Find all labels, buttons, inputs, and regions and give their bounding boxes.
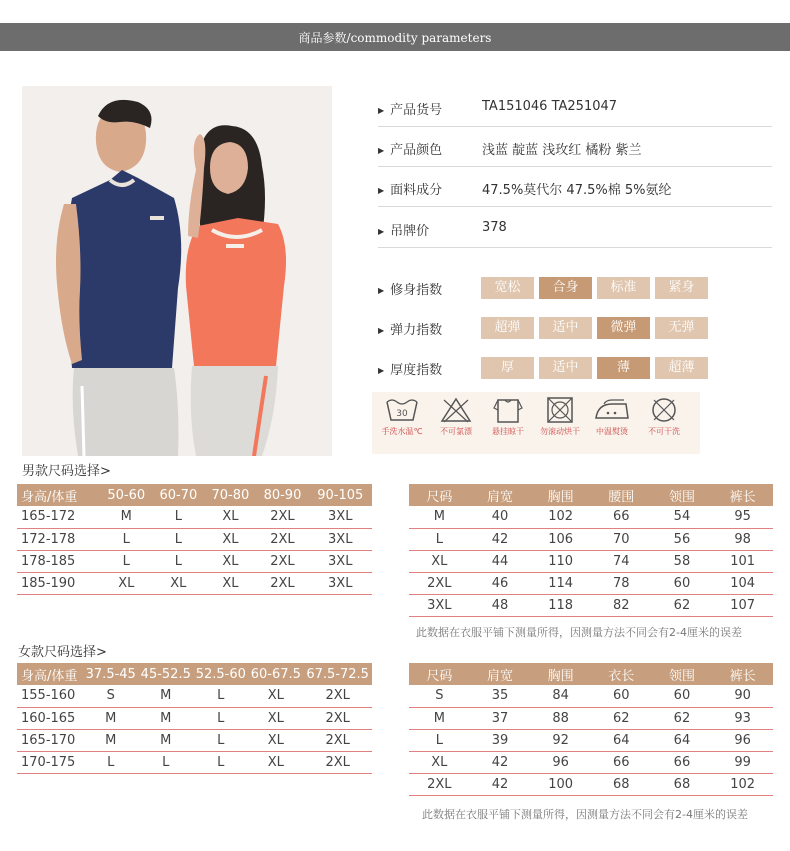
table-cell: M: [138, 729, 193, 751]
care-text: 勿滚动烘干: [540, 427, 580, 436]
table-row: [409, 773, 773, 795]
param-value: 浅蓝 靛蓝 浅玫红 橘粉 紫兰: [482, 143, 642, 158]
care-text: 悬挂晾干: [492, 427, 524, 436]
table-cell: 42: [470, 528, 531, 550]
table-cell: 2XL: [303, 751, 372, 773]
table-row: [17, 506, 372, 528]
table-cell: L: [409, 729, 470, 751]
table-cell: XL: [204, 528, 256, 550]
triangle-bullet-icon: ▶: [378, 106, 385, 115]
table-cell: L: [193, 707, 248, 729]
index-label: 厚度指数: [390, 363, 443, 378]
table-cell: 58: [652, 550, 713, 572]
table-header: 裤长: [712, 663, 773, 685]
table-cell: 42: [470, 773, 531, 795]
iron-medium-icon: [592, 396, 632, 424]
table-cell: L: [193, 751, 248, 773]
men-section-title: 男款尺码选择>: [22, 464, 111, 479]
table-cell: 3XL: [308, 506, 372, 528]
table-header: 领围: [652, 484, 713, 506]
chip-thick: 厚: [481, 357, 534, 379]
measurement-note: 此数据在衣服平铺下测量所得，因测量方法不同会有2-4厘米的误差: [422, 808, 748, 821]
table-header: 尺码: [409, 484, 470, 506]
table-cell: 2XL: [256, 528, 308, 550]
table-header: 45-52.5: [138, 663, 193, 685]
table-cell: M: [138, 685, 193, 707]
triangle-bullet-icon: ▶: [378, 326, 385, 335]
table-cell: M: [138, 707, 193, 729]
table-header: 身高/体重: [17, 484, 100, 506]
table-cell: 2XL: [303, 685, 372, 707]
table-cell: XL: [100, 572, 152, 594]
measurement-note: 此数据在衣服平铺下测量所得，因测量方法不同会有2-4厘米的误差: [416, 626, 742, 639]
param-value: 378: [482, 220, 507, 235]
table-header: 身高/体重: [17, 663, 83, 685]
hand-wash-30-icon: [384, 396, 420, 424]
table-cell: 170-175: [17, 751, 83, 773]
table-row: [17, 528, 372, 550]
table-header: 37.5-45: [83, 663, 138, 685]
table-cell: 101: [712, 550, 773, 572]
table-cell: 68: [591, 773, 652, 795]
table-cell: 118: [530, 594, 591, 616]
param-value: 47.5%莫代尔 47.5%棉 5%氨纶: [482, 183, 672, 198]
table-row: [17, 707, 372, 729]
table-cell: M: [83, 729, 138, 751]
table-cell: M: [409, 707, 470, 729]
table-row: [17, 685, 372, 707]
table-cell: 64: [652, 729, 713, 751]
table-cell: 2XL: [303, 707, 372, 729]
chip-elastic-slight: 微弹: [597, 317, 650, 339]
table-row: [409, 707, 773, 729]
table-cell: L: [138, 751, 193, 773]
care-text: 中温熨烫: [596, 427, 628, 436]
care-item: [638, 396, 690, 437]
param-row-item-no: [378, 86, 772, 127]
table-cell: 2XL: [409, 773, 470, 795]
table-cell: 88: [530, 707, 591, 729]
table-cell: 165-172: [17, 506, 100, 528]
table-cell: XL: [248, 685, 303, 707]
table-cell: S: [83, 685, 138, 707]
table-header-row: [17, 484, 372, 506]
param-row-color: [378, 126, 772, 167]
table-header: 60-67.5: [248, 663, 303, 685]
no-tumble-dry-icon: [542, 396, 578, 424]
table-header: 胸围: [530, 663, 591, 685]
care-text: 不可氯漂: [440, 427, 472, 436]
table-cell: 99: [712, 751, 773, 773]
table-cell: 74: [591, 550, 652, 572]
table-cell: 39: [470, 729, 531, 751]
care-item: [534, 396, 586, 437]
table-cell: 96: [712, 729, 773, 751]
table-header: 尺码: [409, 663, 470, 685]
table-row: [409, 751, 773, 773]
care-text: 手洗水温℃: [381, 427, 423, 436]
table-cell: 64: [591, 729, 652, 751]
table-cell: 60: [652, 572, 713, 594]
table-cell: 2XL: [256, 506, 308, 528]
table-cell: L: [100, 550, 152, 572]
table-row: [17, 572, 372, 594]
index-label: 弹力指数: [390, 323, 443, 338]
table-header-row: [409, 484, 773, 506]
param-label: 面料成分: [390, 183, 443, 198]
table-cell: 92: [530, 729, 591, 751]
table-cell: L: [152, 506, 204, 528]
table-header: 52.5-60: [193, 663, 248, 685]
chip-elastic-none: 无弹: [655, 317, 708, 339]
table-cell: M: [100, 506, 152, 528]
table-cell: L: [152, 550, 204, 572]
table-cell: 160-165: [17, 707, 83, 729]
men-size-table: [17, 484, 372, 595]
table-cell: 3XL: [308, 572, 372, 594]
table-cell: 62: [652, 594, 713, 616]
women-measure-table: [409, 663, 773, 796]
table-cell: 102: [530, 506, 591, 528]
table-cell: 78: [591, 572, 652, 594]
table-header: 67.5-72.5: [303, 663, 372, 685]
chip-fit-standard: 标准: [597, 277, 650, 299]
women-section-title: 女款尺码选择>: [18, 645, 107, 660]
table-cell: 70: [591, 528, 652, 550]
no-dry-clean-icon: [646, 396, 682, 424]
table-cell: L: [193, 729, 248, 751]
table-cell: XL: [204, 506, 256, 528]
param-row-price: [378, 207, 772, 248]
care-item: [430, 396, 482, 437]
table-header: 90-105: [308, 484, 372, 506]
chip-thin: 薄: [597, 357, 650, 379]
table-row: [409, 594, 773, 616]
chip-elastic-super: 超弹: [481, 317, 534, 339]
table-cell: L: [409, 528, 470, 550]
table-cell: L: [152, 528, 204, 550]
table-cell: 42: [470, 751, 531, 773]
table-cell: 102: [712, 773, 773, 795]
table-cell: 95: [712, 506, 773, 528]
table-cell: 98: [712, 528, 773, 550]
table-cell: 96: [530, 751, 591, 773]
table-header: 腰围: [591, 484, 652, 506]
table-cell: 44: [470, 550, 531, 572]
table-cell: XL: [409, 751, 470, 773]
table-row: [17, 729, 372, 751]
table-header-row: [409, 663, 773, 685]
table-row: [409, 550, 773, 572]
table-cell: 3XL: [308, 550, 372, 572]
chip-fit-slim: 紧身: [655, 277, 708, 299]
table-header: 裤长: [712, 484, 773, 506]
care-text: 不可干洗: [648, 427, 680, 436]
table-cell: 172-178: [17, 528, 100, 550]
table-cell: 165-170: [17, 729, 83, 751]
table-cell: M: [409, 506, 470, 528]
table-cell: XL: [204, 550, 256, 572]
product-photo: [22, 86, 332, 456]
chip-elastic-medium: 适中: [539, 317, 592, 339]
care-instructions: [372, 392, 700, 454]
table-cell: 37: [470, 707, 531, 729]
table-header: 领围: [652, 663, 713, 685]
care-item: [586, 396, 638, 437]
table-header: 衣长: [591, 663, 652, 685]
table-header: 80-90: [256, 484, 308, 506]
table-cell: 185-190: [17, 572, 100, 594]
table-cell: 82: [591, 594, 652, 616]
table-cell: XL: [248, 729, 303, 751]
men-measure-table: [409, 484, 773, 617]
table-cell: XL: [409, 550, 470, 572]
table-row: [409, 506, 773, 528]
table-cell: L: [83, 751, 138, 773]
table-cell: 66: [652, 751, 713, 773]
table-cell: 66: [591, 506, 652, 528]
table-cell: 60: [652, 685, 713, 707]
table-cell: 100: [530, 773, 591, 795]
triangle-bullet-icon: ▶: [378, 186, 385, 195]
table-cell: 2XL: [409, 572, 470, 594]
param-label: 产品货号: [390, 103, 443, 118]
table-cell: 90: [712, 685, 773, 707]
table-cell: 54: [652, 506, 713, 528]
table-cell: 3XL: [409, 594, 470, 616]
table-cell: 60: [591, 685, 652, 707]
table-header-row: [17, 663, 372, 685]
index-label: 修身指数: [390, 283, 443, 298]
table-cell: M: [83, 707, 138, 729]
table-cell: L: [100, 528, 152, 550]
table-cell: 93: [712, 707, 773, 729]
table-header: 60-70: [152, 484, 204, 506]
table-cell: 2XL: [303, 729, 372, 751]
param-label: 吊牌价: [390, 224, 430, 239]
table-row: [409, 685, 773, 707]
hang-dry-icon: [490, 396, 526, 424]
table-cell: S: [409, 685, 470, 707]
table-row: [17, 751, 372, 773]
women-size-table: [17, 663, 372, 774]
table-cell: 48: [470, 594, 531, 616]
table-row: [409, 528, 773, 550]
table-cell: XL: [248, 707, 303, 729]
param-row-fabric: [378, 166, 772, 207]
table-cell: XL: [152, 572, 204, 594]
triangle-bullet-icon: ▶: [378, 286, 385, 295]
param-label: 产品颜色: [390, 143, 443, 158]
table-cell: 155-160: [17, 685, 83, 707]
table-cell: 110: [530, 550, 591, 572]
table-row: [409, 572, 773, 594]
triangle-bullet-icon: ▶: [378, 366, 385, 375]
table-cell: 62: [591, 707, 652, 729]
chip-ultra-thin: 超薄: [655, 357, 708, 379]
table-cell: 56: [652, 528, 713, 550]
table-header: 70-80: [204, 484, 256, 506]
table-cell: 66: [591, 751, 652, 773]
param-value: TA151046 TA251047: [482, 99, 618, 114]
table-cell: XL: [248, 751, 303, 773]
table-header: 肩宽: [470, 484, 531, 506]
table-cell: 2XL: [256, 550, 308, 572]
table-cell: 46: [470, 572, 531, 594]
care-item: [376, 396, 428, 437]
header-title: 商品参数/commodity parameters: [298, 31, 492, 45]
table-cell: 84: [530, 685, 591, 707]
table-row: [409, 729, 773, 751]
table-cell: 106: [530, 528, 591, 550]
table-cell: 62: [652, 707, 713, 729]
table-cell: XL: [204, 572, 256, 594]
no-bleach-icon: [438, 396, 474, 424]
table-row: [17, 550, 372, 572]
header-bar: [0, 23, 790, 51]
table-cell: 35: [470, 685, 531, 707]
table-cell: 2XL: [256, 572, 308, 594]
chip-thick-medium: 适中: [539, 357, 592, 379]
chip-fit-loose: 宽松: [481, 277, 534, 299]
triangle-bullet-icon: ▶: [378, 227, 385, 236]
wash-temp: 30: [396, 409, 408, 419]
table-cell: 3XL: [308, 528, 372, 550]
table-cell: 107: [712, 594, 773, 616]
table-cell: 40: [470, 506, 531, 528]
table-header: 胸围: [530, 484, 591, 506]
chip-fit-regular: 合身: [539, 277, 592, 299]
care-item: [482, 396, 534, 437]
table-cell: 104: [712, 572, 773, 594]
table-header: 肩宽: [470, 663, 531, 685]
triangle-bullet-icon: ▶: [378, 146, 385, 155]
table-cell: L: [193, 685, 248, 707]
table-cell: 68: [652, 773, 713, 795]
table-cell: 178-185: [17, 550, 100, 572]
table-cell: 114: [530, 572, 591, 594]
table-header: 50-60: [100, 484, 152, 506]
